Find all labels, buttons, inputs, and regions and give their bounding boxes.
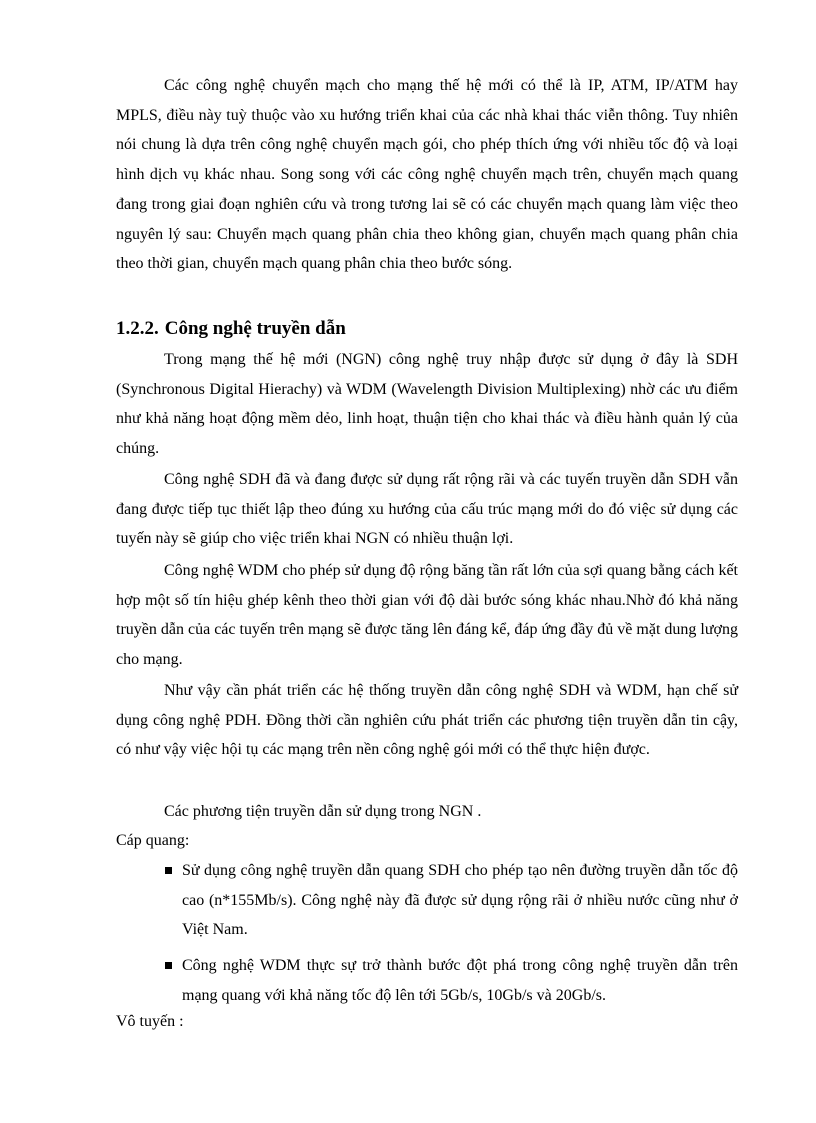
paragraph-development: Như vậy cần phát triển các hệ thống truyền dẫn công nghệ SDH và WDM, hạn chế sử dụng công nghệ PDH. Đồng thời cần nghiên cứu phát triển các phương tiện truyền dẫn tin cậy, có như vậy việc hội tụ các mạng trên nền công nghệ gói mới có thể thực hiện được. bbox=[116, 682, 738, 759]
section-title: Công nghệ truyền dẫn bbox=[164, 318, 346, 339]
list-item bbox=[116, 856, 738, 945]
list-item-text: Sử dụng công nghệ truyền dẫn quang SDH cho phép tạo nên đường truyền dẫn tốc độ cao (n*155Mb/s). Công nghệ này đã được sử dụng rộng rãi ở nhiều nước cũng như ở Việt Nam. bbox=[182, 862, 738, 939]
cap-quang-list bbox=[116, 856, 738, 1017]
cap-quang-label: Cáp quang: bbox=[116, 832, 190, 849]
square-bullet-icon bbox=[165, 867, 172, 874]
paragraph-media-intro: Các phương tiện truyền dẫn sử dụng trong NGN . bbox=[164, 803, 482, 820]
section-number: 1.2.2. bbox=[116, 318, 159, 339]
list-item bbox=[116, 951, 738, 1010]
list-item-text: Công nghệ WDM thực sự trở thành bước đột phá trong công nghệ truyền dẫn trên mạng quang với khả năng tốc độ lên tới 5Gb/s, 10Gb/s và 20Gb/s. bbox=[182, 957, 738, 1004]
vo-tuyen-label: Vô tuyến : bbox=[116, 1013, 184, 1030]
paragraph-ngn-access: Trong mạng thế hệ mới (NGN) công nghệ truy nhập được sử dụng ở đây là SDH (Synchronous Digital Hierachy) và WDM (Wavelength Division Multiplexing) nhờ các ưu điểm như khả năng hoạt động mềm dẻo, linh hoạt, thuận tiện cho khai thác và điều hành quản lý của chúng. bbox=[116, 351, 738, 458]
section-heading bbox=[116, 314, 346, 344]
paragraph-wdm: Công nghệ WDM cho phép sử dụng độ rộng băng tần rất lớn của sợi quang bằng cách kết hợp một số tín hiệu ghép kênh theo thời gian với độ dài bước sóng khác nhau.Nhờ đó khả năng truyền dẫn của các tuyến trên mạng sẽ được tăng lên đáng kể, đáp ứng đầy đủ về mặt dung lượng cho mạng. bbox=[116, 562, 738, 669]
paragraph-switching-technologies: Các công nghệ chuyển mạch cho mạng thế hệ mới có thể là IP, ATM, IP/ATM hay MPLS, điều này tuỳ thuộc vào xu hướng triển khai của các nhà khai thác viễn thông. Tuy nhiên nói chung là dựa trên công nghệ chuyển mạch gói, cho phép thích ứng với nhiều tốc độ và loại hình dịch vụ khác nhau. Song song với các công nghệ chuyển mạch trên, chuyển mạch quang đang trong giai đoạn nghiên cứu và trong tương lai sẽ có các chuyển mạch quang làm việc theo nguyên lý sau: Chuyển mạch quang phân chia theo không gian, chuyển mạch quang phân chia theo thời gian, chuyển mạch quang phân chia theo bước sóng. bbox=[116, 77, 738, 273]
square-bullet-icon bbox=[165, 962, 172, 969]
paragraph-sdh: Công nghệ SDH đã và đang được sử dụng rất rộng rãi và các tuyến truyền dẫn SDH vẫn đang được tiếp tục thiết lập theo đúng xu hướng của cấu trúc mạng mới do đó việc sử dụng các tuyến này sẽ giúp cho việc triển khai NGN có nhiều thuận lợi. bbox=[116, 471, 738, 548]
